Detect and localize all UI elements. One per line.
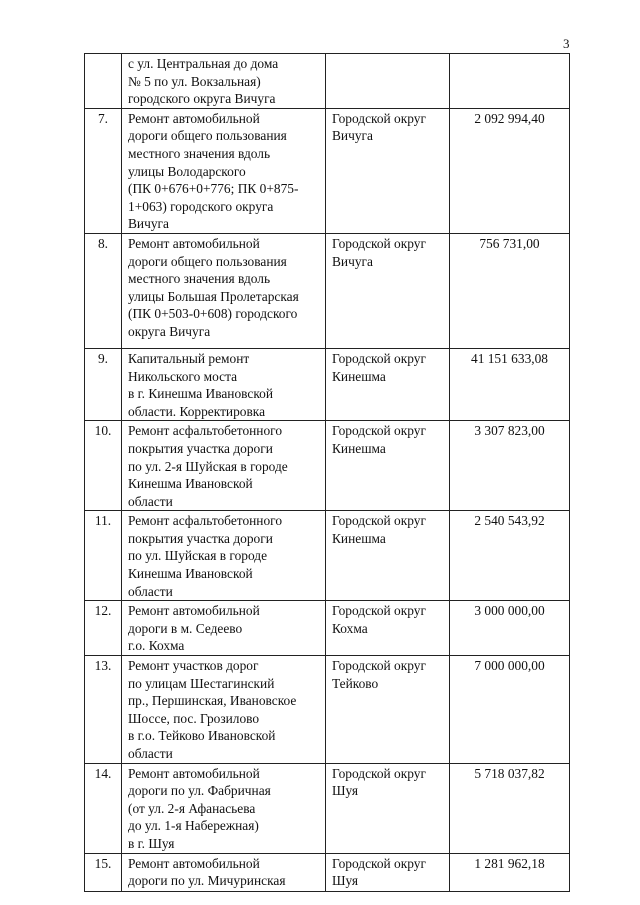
row-number-cell: 9. (85, 348, 122, 420)
project-name-line: 1+063) городского округа (128, 198, 274, 214)
project-name-line: улицы Володарского (128, 163, 246, 179)
municipality-line: Кинешма (332, 440, 386, 456)
project-name-line: до ул. 1-я Набережная) (128, 818, 259, 834)
row-number-cell: 8. (85, 233, 122, 348)
table-row (85, 54, 570, 109)
project-name-line: округа Вичуга (128, 323, 211, 339)
table-row (85, 348, 570, 420)
municipality-cell (326, 233, 450, 348)
project-name-line: городского округа Вичуга (128, 91, 276, 107)
row-number-cell: 11. (85, 511, 122, 601)
project-name-line: дороги в м. Седеево (128, 620, 243, 636)
project-name-cell (122, 763, 326, 853)
project-name-line: Ремонт автомобильной (128, 765, 260, 781)
municipality-line: Городской округ (332, 658, 426, 674)
project-name-cell (122, 656, 326, 764)
project-name-line: области (128, 583, 173, 599)
row-number-cell (85, 54, 122, 109)
municipality-line: Городской округ (332, 350, 426, 366)
project-name-line: Ремонт асфальтобетонного (128, 513, 283, 529)
municipality-cell (326, 421, 450, 511)
project-name-line: по улицам Шестагинский (128, 675, 275, 691)
project-name-line: Кинешма Ивановской (128, 566, 253, 582)
project-name-line: местного значения вдоль (128, 145, 271, 161)
table-row (85, 511, 570, 601)
project-name-line: (ПК 0+676+0+776; ПК 0+875- (128, 181, 299, 197)
project-name-line: дороги по ул. Фабричная (128, 783, 271, 799)
project-name-cell (122, 853, 326, 891)
project-name-cell (122, 511, 326, 601)
project-name-cell (122, 601, 326, 656)
amount-cell: 2 540 543,92 (450, 511, 570, 601)
project-name-line: Капитальный ремонт (128, 350, 250, 366)
municipality-line: Вичуга (332, 253, 373, 269)
table-row (85, 763, 570, 853)
municipality-line: Кинешма (332, 530, 386, 546)
project-name-line: Никольского моста (128, 368, 238, 384)
road-repair-table (84, 53, 570, 892)
table-row (85, 656, 570, 764)
project-name-line: (от ул. 2-я Афанасьева (128, 800, 256, 816)
municipality-line: Городской округ (332, 765, 426, 781)
project-name-line: по ул. 2-я Шуйская в городе (128, 458, 288, 474)
amount-cell: 3 000 000,00 (450, 601, 570, 656)
project-name-line: улицы Большая Пролетарская (128, 288, 299, 304)
municipality-cell (326, 348, 450, 420)
municipality-line: Тейково (332, 675, 379, 691)
project-name-line: дороги по ул. Мичуринская (128, 873, 286, 889)
municipality-cell (326, 601, 450, 656)
project-name-cell (122, 108, 326, 233)
project-name-line: Шоссе, пос. Грозилово (128, 710, 260, 726)
amount-cell: 7 000 000,00 (450, 656, 570, 764)
row-number-cell: 15. (85, 853, 122, 891)
municipality-line: Городской округ (332, 603, 426, 619)
project-name-line: по ул. Шуйская в городе (128, 548, 268, 564)
row-number-cell: 7. (85, 108, 122, 233)
row-number-cell: 12. (85, 601, 122, 656)
project-name-line: (ПК 0+503-0+608) городского (128, 306, 298, 322)
project-name-line: в г.о. Тейково Ивановской (128, 728, 276, 744)
municipality-line: Кинешма (332, 368, 386, 384)
project-name-line: Кинешма Ивановской (128, 476, 253, 492)
table-row (85, 421, 570, 511)
municipality-cell (326, 763, 450, 853)
project-name-line: Ремонт асфальтобетонного (128, 423, 283, 439)
municipality-line: Городской округ (332, 855, 426, 871)
municipality-line: Шуя (332, 873, 359, 889)
project-name-line: области (128, 746, 173, 761)
municipality-cell (326, 108, 450, 233)
amount-cell: 3 307 823,00 (450, 421, 570, 511)
project-name-line: № 5 по ул. Вокзальная) (128, 73, 261, 89)
project-name-line: с ул. Центральная до дома (128, 56, 279, 71)
table-row (85, 853, 570, 891)
project-name-line: в г. Кинешма Ивановской (128, 386, 274, 402)
municipality-line: Городской округ (332, 235, 426, 251)
project-name-line: Ремонт автомобильной (128, 235, 260, 251)
municipality-line: Шуя (332, 783, 359, 799)
page-number: 3 (563, 36, 570, 51)
project-name-line: области (128, 493, 173, 509)
municipality-line: Городской округ (332, 423, 426, 439)
row-number-cell: 13. (85, 656, 122, 764)
municipality-cell (326, 656, 450, 764)
project-name-line: пр., Першинская, Ивановское (128, 693, 297, 709)
municipality-line: Кохма (332, 620, 368, 636)
amount-cell (450, 54, 570, 109)
project-name-line: дороги общего пользования (128, 253, 287, 269)
project-name-line: Ремонт участков дорог (128, 658, 259, 674)
municipality-line: Вичуга (332, 128, 373, 144)
project-name-cell (122, 54, 326, 109)
municipality-line: Городской округ (332, 110, 426, 126)
project-name-line: покрытия участка дороги (128, 440, 273, 456)
row-number-cell: 14. (85, 763, 122, 853)
project-name-line: в г. Шуя (128, 835, 175, 851)
amount-cell: 1 281 962,18 (450, 853, 570, 891)
project-name-line: местного значения вдоль (128, 271, 271, 287)
municipality-cell (326, 54, 450, 109)
table-row (85, 108, 570, 233)
municipality-cell (326, 853, 450, 891)
project-name-line: области. Корректировка (128, 403, 266, 419)
amount-cell: 2 092 994,40 (450, 108, 570, 233)
amount-cell: 756 731,00 (450, 233, 570, 348)
project-name-line: Вичуга (128, 216, 169, 232)
project-name-line: покрытия участка дороги (128, 530, 273, 546)
project-name-line: Ремонт автомобильной (128, 110, 260, 126)
municipality-line: Городской округ (332, 513, 426, 529)
project-name-line: Ремонт автомобильной (128, 603, 260, 619)
amount-cell: 5 718 037,82 (450, 763, 570, 853)
project-name-line: Ремонт автомобильной (128, 855, 260, 871)
project-name-line: дороги общего пользования (128, 128, 287, 144)
table-row (85, 601, 570, 656)
municipality-cell (326, 511, 450, 601)
project-name-cell (122, 233, 326, 348)
project-name-cell (122, 421, 326, 511)
project-name-cell (122, 348, 326, 420)
amount-cell: 41 151 633,08 (450, 348, 570, 420)
row-number-cell: 10. (85, 421, 122, 511)
table-row (85, 233, 570, 348)
project-name-line: г.о. Кохма (128, 638, 185, 654)
